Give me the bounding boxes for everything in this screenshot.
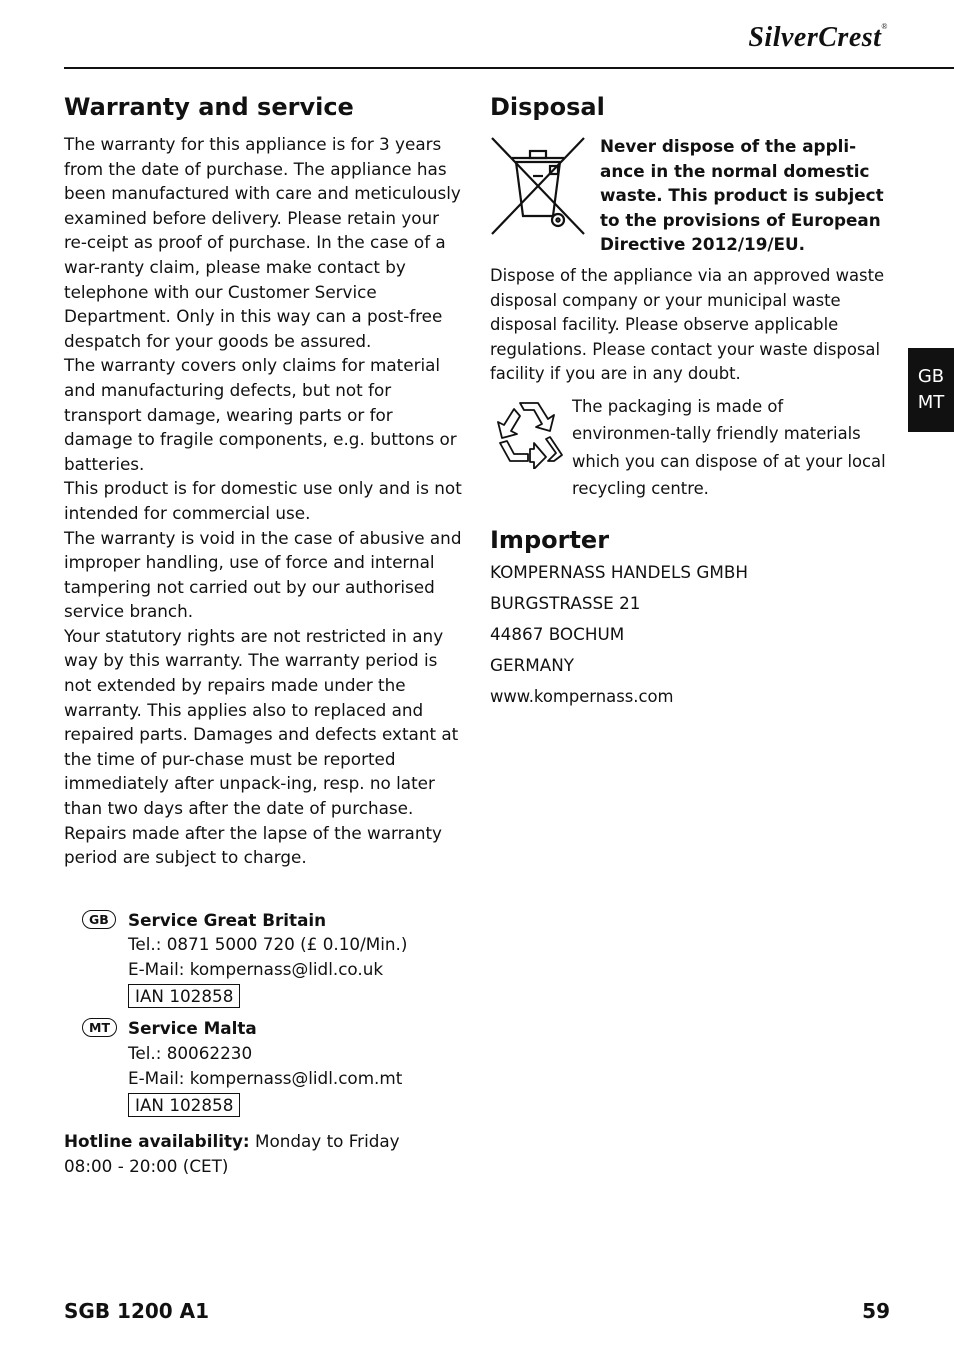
hotline-info [64, 1129, 466, 1178]
warranty-column [64, 92, 466, 1178]
disposal-column [490, 92, 890, 712]
mt-country-badge: MT [82, 1018, 117, 1037]
importer-country: GERMANY [490, 654, 575, 675]
importer-street: BURGSTRASSE 21 [490, 592, 641, 613]
service-contacts [64, 908, 466, 1117]
service-mt [64, 1016, 466, 1117]
warranty-paragraph: The warranty for this appliance is for 3 years from the date of purchase. The appliance has been manufactured with care and meticulously examined before delivery. Please retain your re-ceipt as proof of purchase. In the case of a war-ranty claim, please make contact by telephone with our Customer Service Department. Only in this way can a post-free despatch for your goods be assured. [64, 134, 461, 351]
recycling-icon [490, 397, 566, 469]
header-rule [64, 67, 954, 69]
disposal-heading: Disposal [490, 93, 605, 121]
language-tab-mt: MT [917, 392, 945, 413]
crossed-bin-icon [490, 136, 586, 236]
weee-notice [490, 132, 890, 257]
brand-logo: SilverCrest® [748, 22, 888, 53]
warranty-paragraph: This product is for domestic use only and is not intended for commercial use. [64, 478, 462, 523]
service-mt-ian: IAN 102858 [128, 1093, 240, 1117]
page-number: 59 [862, 1299, 890, 1323]
warranty-paragraph: The warranty covers only claims for material and manufacturing defects, but not for transport damage, wearing parts or for damage to fragile components, e.g. buttons or batteries. [64, 355, 457, 474]
warranty-paragraph: Your statutory rights are not restricted in any way by this warranty. The warranty period is not extended by repairs made under the warranty. This applies also to replaced and repaired parts. Damages and defects extant at the time of pur-chase must be reported immediately after unpack-ing, resp. no later than two days after the date of purchase. [64, 625, 459, 819]
warranty-heading: Warranty and service [64, 93, 354, 121]
hotline-days: Monday to Friday [254, 1131, 400, 1151]
language-tab [908, 348, 954, 432]
service-gb [64, 908, 466, 1009]
packaging-notice [490, 397, 890, 503]
service-gb-ian: IAN 102858 [128, 984, 240, 1008]
service-mt-tel: Tel.: 80062230 [128, 1043, 253, 1063]
warranty-paragraph: The warranty is void in the case of abusive and improper handling, use of force and internal tampering not carried out by our authorised service branch. [64, 527, 462, 622]
importer-city: 44867 BOCHUM [490, 623, 625, 644]
service-gb-title: Service Great Britain [128, 909, 327, 930]
importer-company: KOMPERNASS HANDELS GMBH [490, 561, 748, 582]
gb-country-badge: GB [82, 910, 116, 929]
disposal-text: Dispose of the appliance via an approved waste disposal company or your municipal waste disposal facility. Please observe applicable regulations. Please contact your waste disposal facility if you are in any doubt. [490, 265, 885, 384]
packaging-text: The packaging is made of environmen-tally friendly materials which you can dispose of at your local recycling centre. [572, 396, 886, 499]
language-tab-gb: GB [917, 366, 945, 387]
importer-heading: Importer [490, 525, 610, 554]
service-mt-email: E-Mail: kompernass@lidl.com.mt [128, 1068, 403, 1088]
service-mt-title: Service Malta [128, 1018, 257, 1039]
weee-warning: Never dispose of the appli-ance in the normal domestic waste. This product is subject to the provisions of European Directive 2012/19/EU. [600, 136, 884, 255]
warranty-paragraph: Repairs made after the lapse of the warranty period are subject to charge. [64, 822, 442, 868]
footer-model: SGB 1200 A1 [64, 1299, 210, 1323]
service-gb-tel: Tel.: 0871 5000 720 (£ 0.10/Min.) [128, 934, 408, 955]
importer-website: www.kompernass.com [490, 686, 674, 706]
service-gb-email: E-Mail: kompernass@lidl.co.uk [128, 959, 384, 980]
hotline-label: Hotline availability: [64, 1131, 250, 1151]
hotline-hours: 08:00 - 20:00 (CET) [64, 1155, 229, 1176]
importer-section [490, 525, 890, 712]
